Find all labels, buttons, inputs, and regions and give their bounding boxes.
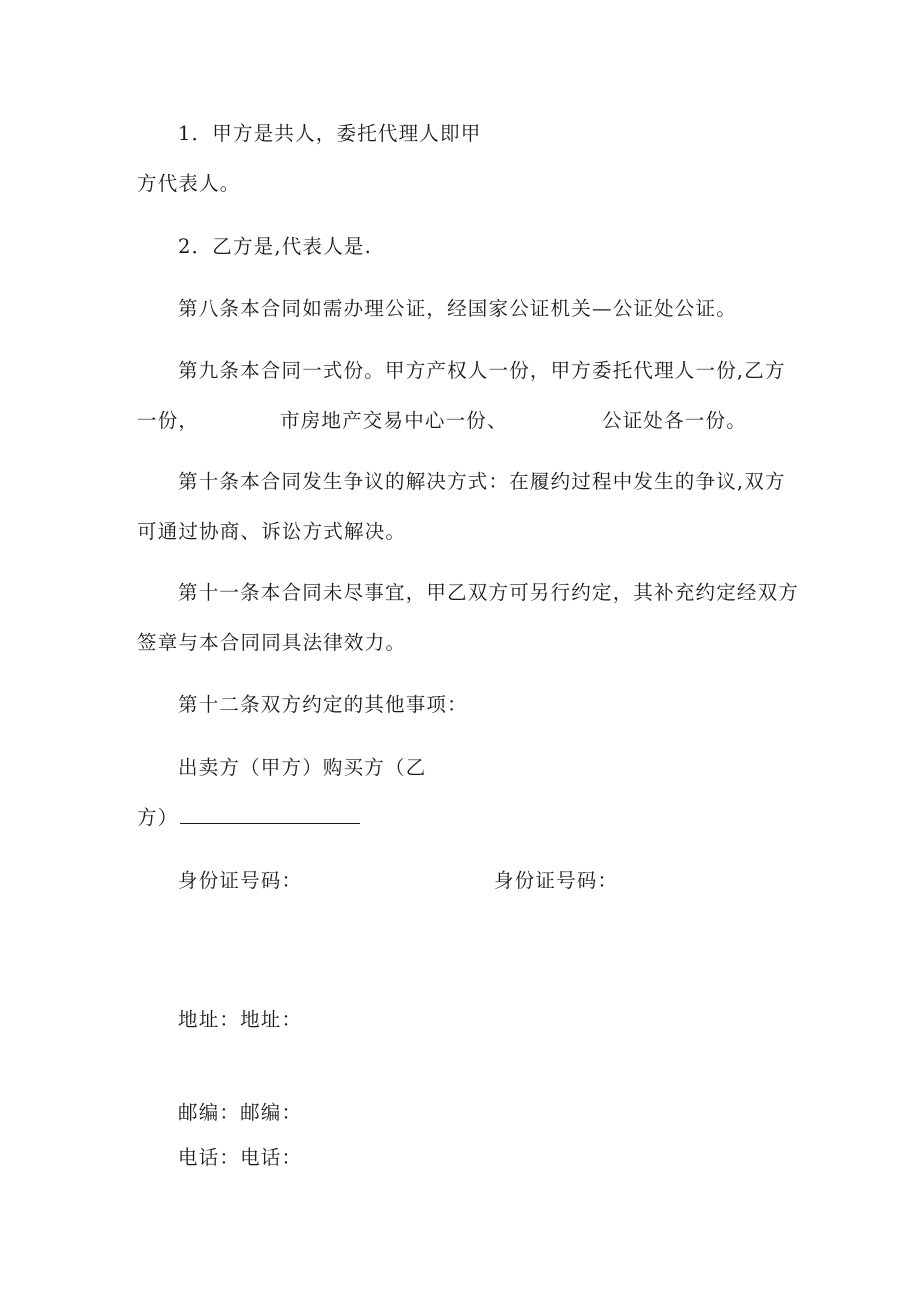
id-number-buyer-label: 身份证号码： bbox=[494, 869, 619, 892]
article-12: 第十二条双方约定的其他事项： bbox=[178, 693, 468, 716]
article-10-line1: 第十条本合同发生争议的解决方式：在履约过程中发生的争议,双方 bbox=[178, 470, 786, 493]
article-9-line2-part3: 公证处各一份。 bbox=[602, 409, 747, 432]
phone-labels: 电话：电话： bbox=[178, 1146, 303, 1169]
postcode-labels: 邮编：邮编： bbox=[178, 1101, 303, 1124]
article-9-line2-part1: 一份， bbox=[137, 409, 200, 432]
id-number-seller-label: 身份证号码： bbox=[178, 869, 303, 892]
article-10-line2: 可通过协商、诉讼方式解决。 bbox=[137, 520, 407, 543]
signature-parties-line2-text: 方） bbox=[137, 806, 179, 829]
article-11-line2: 签章与本合同同具法律效力。 bbox=[137, 631, 407, 654]
clause-2: 2．乙方是,代表人是. bbox=[178, 235, 373, 258]
signature-parties-line2 bbox=[137, 805, 360, 831]
article-9-line1: 第九条本合同一式份。甲方产权人一份，甲方委托代理人一份,乙方 bbox=[178, 359, 786, 382]
article-9-line2-part2: 市房地产交易中心一份、 bbox=[280, 409, 508, 432]
article-8: 第八条本合同如需办理公证，经国家公证机关—公证处公证。 bbox=[178, 297, 737, 320]
address-labels: 地址：地址： bbox=[178, 1008, 303, 1031]
signature-parties-line1: 出卖方（甲方）购买方（乙 bbox=[178, 756, 427, 779]
signature-blank-line[interactable] bbox=[180, 805, 360, 824]
clause-1-line1: 1．甲方是共人，委托代理人即甲 bbox=[178, 122, 482, 145]
clause-1-line2: 方代表人。 bbox=[137, 172, 241, 195]
article-11-line1: 第十一条本合同未尽事宜，甲乙双方可另行约定，其补充约定经双方 bbox=[178, 581, 800, 604]
